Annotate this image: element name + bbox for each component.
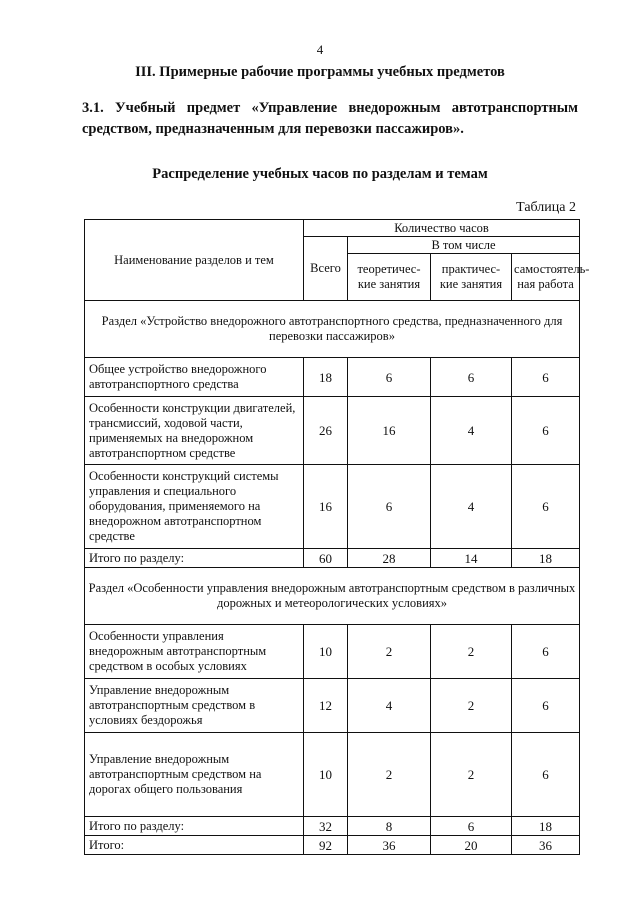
table-row xyxy=(85,733,580,817)
cell-theory: 6 xyxy=(348,358,431,397)
cell-practice: 2 xyxy=(431,625,512,679)
table-row xyxy=(85,625,580,679)
hours-table xyxy=(84,219,590,855)
cell-practice: 14 xyxy=(431,549,512,568)
header-theory: теоретичес-кие занятия xyxy=(348,254,431,301)
topic-name: Общее устройство внедорожного автотранспортного средства xyxy=(85,358,304,397)
cell-theory: 16 xyxy=(348,397,431,465)
header-name: Наименование разделов и тем xyxy=(85,220,304,301)
cell-total: 18 xyxy=(304,358,348,397)
cell-practice: 2 xyxy=(431,733,512,817)
topic-name: Управление внедорожным автотранспортным средством на дорогах общего пользования xyxy=(85,733,304,817)
table-caption: Таблица 2 xyxy=(516,200,576,215)
cell-self-study: 6 xyxy=(512,397,580,465)
header-practice: практичес-кие занятия xyxy=(431,254,512,301)
cell-theory: 6 xyxy=(348,465,431,549)
grand-total-row xyxy=(85,836,580,855)
header-self-study: самостоятель-ная работа xyxy=(512,254,580,301)
document-heading: III. Примерные рабочие программы учебных предметов xyxy=(135,64,505,80)
cell-self-study: 36 xyxy=(512,836,580,855)
subtotal-label: Итого по разделу: xyxy=(85,549,304,568)
cell-practice: 4 xyxy=(431,397,512,465)
table-row xyxy=(85,679,580,733)
subtotal-row xyxy=(85,549,580,568)
cell-total: 16 xyxy=(304,465,348,549)
cell-theory: 28 xyxy=(348,549,431,568)
cell-practice: 2 xyxy=(431,679,512,733)
grand-total-label: Итого: xyxy=(85,836,304,855)
cell-self-study: 18 xyxy=(512,549,580,568)
topic-name: Особенности управления внедорожным автотранспортным средством в особых условиях xyxy=(85,625,304,679)
cell-total: 10 xyxy=(304,733,348,817)
header-including: В том числе xyxy=(348,237,580,254)
cell-self-study: 6 xyxy=(512,625,580,679)
cell-practice: 20 xyxy=(431,836,512,855)
cell-self-study: 6 xyxy=(512,465,580,549)
cell-practice: 6 xyxy=(431,358,512,397)
table-heading: Распределение учебных часов по разделам и темам xyxy=(152,166,488,182)
section-title: Раздел «Устройство внедорожного автотранспортного средства, предназначенного для перевозки пассажиров» xyxy=(85,301,580,358)
topic-name: Особенности конструкций системы управления и специального оборудования, применяемого на внедорожном автотранспортном средстве xyxy=(85,465,304,549)
table-row xyxy=(85,358,580,397)
cell-total: 32 xyxy=(304,817,348,836)
cell-total: 10 xyxy=(304,625,348,679)
subtotal-row xyxy=(85,817,580,836)
subject-heading: 3.1. Учебный предмет «Управление внедорожным автотранспортным средством, предназначенным для перевозки пассажиров». xyxy=(82,100,578,137)
cell-self-study: 18 xyxy=(512,817,580,836)
cell-total: 26 xyxy=(304,397,348,465)
cell-theory: 36 xyxy=(348,836,431,855)
section-title: Раздел «Особенности управления внедорожным автотранспортным средством в различных дорожных и метеорологических условиях» xyxy=(85,568,580,625)
cell-total: 60 xyxy=(304,549,348,568)
cell-self-study: 6 xyxy=(512,679,580,733)
cell-theory: 2 xyxy=(348,625,431,679)
cell-practice: 6 xyxy=(431,817,512,836)
cell-total: 12 xyxy=(304,679,348,733)
cell-practice: 4 xyxy=(431,465,512,549)
header-total: Всего xyxy=(304,237,348,301)
header-hours: Количество часов xyxy=(304,220,580,237)
cell-theory: 8 xyxy=(348,817,431,836)
cell-self-study: 6 xyxy=(512,358,580,397)
page-number: 4 xyxy=(316,42,324,57)
table-row xyxy=(85,465,580,549)
cell-total: 92 xyxy=(304,836,348,855)
cell-theory: 4 xyxy=(348,679,431,733)
cell-self-study: 6 xyxy=(512,733,580,817)
topic-name: Управление внедорожным автотранспортным средством в условиях бездорожья xyxy=(85,679,304,733)
subtotal-label: Итого по разделу: xyxy=(85,817,304,836)
topic-name: Особенности конструкции двигателей, трансмиссий, ходовой части, применяемых на внедорожном автотранспортном средстве xyxy=(85,397,304,465)
table-row xyxy=(85,397,580,465)
cell-theory: 2 xyxy=(348,733,431,817)
